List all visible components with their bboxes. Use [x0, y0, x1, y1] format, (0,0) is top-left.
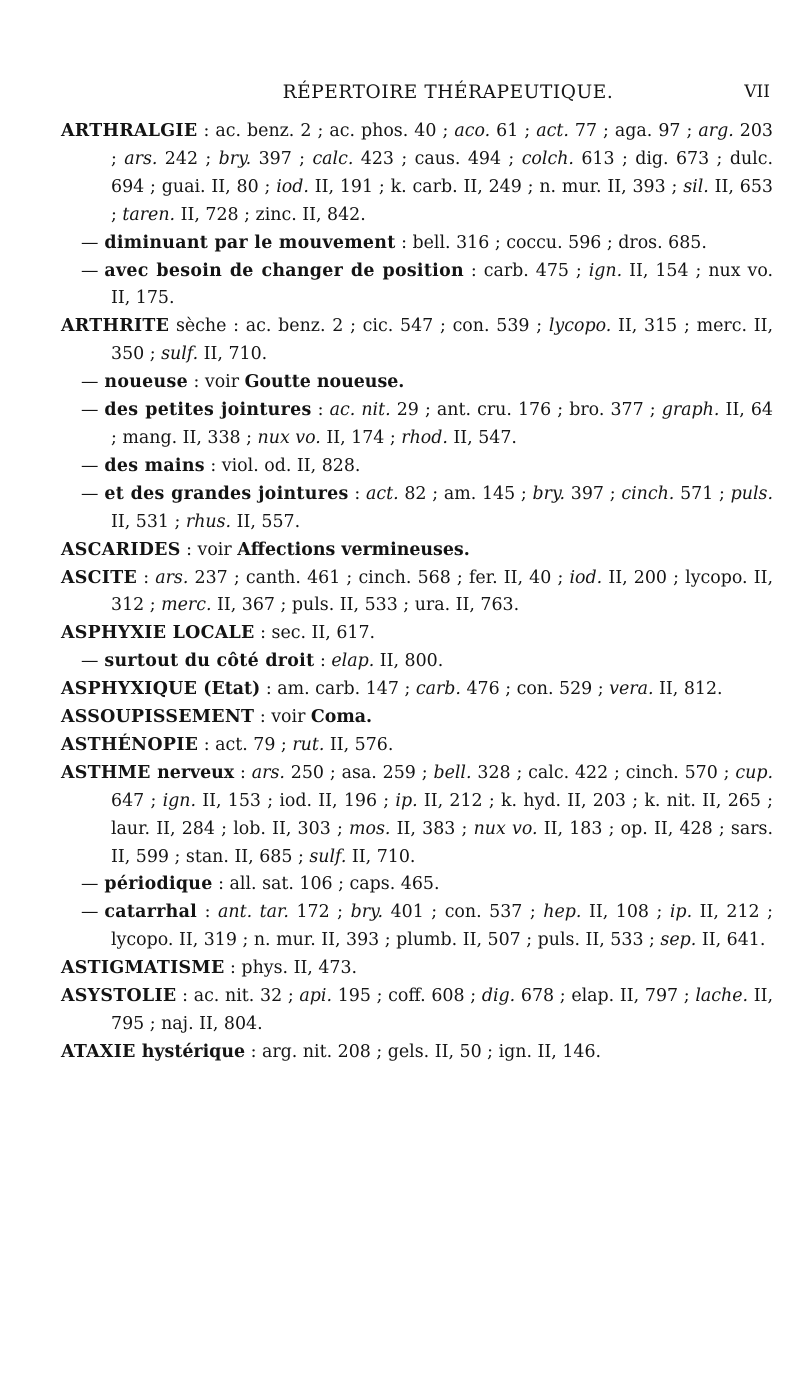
entry-heading: périodique [104, 874, 213, 895]
remedy-text: 250 ; asa. 259 ; [284, 762, 434, 783]
entry-remedies [198, 735, 393, 755]
index-entry [61, 704, 773, 732]
remedy-abbrev-italic: bry. [532, 483, 566, 504]
remedy-abbrev-italic: mos. [349, 818, 391, 839]
remedy-text: II, 547. [447, 427, 517, 448]
remedy-abbrev-italic: ign. [162, 790, 197, 811]
sub-entry [61, 453, 773, 481]
remedy-text: II, 795 ; naj. II, 804. [111, 986, 774, 1034]
entry-heading: ASPHYXIE LOCALE [61, 623, 255, 644]
sub-entry-dash: — [81, 651, 99, 672]
entry-remedies [181, 540, 470, 560]
sub-entry [61, 648, 773, 676]
remedy-text: : bell. 316 ; coccu. 596 ; dros. 685. [395, 232, 707, 253]
remedy-abbrev-italic: bell. [433, 762, 472, 783]
sub-entry-dash: — [81, 874, 99, 895]
remedy-abbrev-italic: calc. [312, 148, 354, 169]
entry-heading: ARTHRITE [61, 316, 170, 337]
remedy-text: : ac. benz. 2 ; ac. phos. 40 ; [197, 121, 455, 141]
remedy-abbrev-italic: hep. [543, 902, 582, 923]
entry-heading: ASPHYXIQUE [61, 679, 198, 700]
remedy-abbrev-italic: sulf. [161, 344, 199, 365]
cross-reference: Affections vermineuses. [237, 539, 470, 560]
entry-remedies [111, 316, 773, 364]
remedy-abbrev-italic: iod. [276, 176, 309, 197]
cross-reference: nerveux [150, 762, 235, 783]
index-entry [61, 565, 773, 621]
entry-remedies [111, 121, 773, 225]
remedy-text: : carb. 475 ; [463, 260, 589, 281]
sub-entry-dash: — [81, 483, 99, 504]
index-entry [61, 118, 773, 230]
entry-remedies [111, 986, 773, 1034]
sub-entry-dash: — [81, 260, 99, 281]
entry-heading: surtout du côté droit [104, 651, 315, 672]
remedy-abbrev-italic: dig. [481, 986, 516, 1007]
remedy-abbrev-italic: act. [536, 121, 569, 141]
remedy-text: 423 ; caus. 494 ; [353, 148, 522, 169]
remedy-abbrev-italic: merc. [161, 595, 212, 616]
remedy-text: : phys. II, 473. [224, 958, 358, 979]
remedy-text: II, 212 ; lycopo. II, 319 ; n. mur. II, 393 ; plumb. II, 507 ; puls. II, 533 ; [111, 902, 774, 951]
index-entry [61, 1039, 773, 1067]
sub-entry [61, 899, 773, 955]
index-entries [61, 118, 773, 1067]
remedy-text: 172 ; [288, 902, 351, 923]
remedy-text: : voir [180, 539, 238, 560]
remedy-text: : [348, 483, 366, 504]
remedy-text: II, 531 ; [111, 511, 186, 532]
remedy-text: : [311, 400, 330, 421]
entry-heading: ASSOUPISSEMENT [61, 707, 255, 728]
remedy-text: : viol. od. II, 828. [204, 455, 361, 476]
remedy-text: II, 154 ; nux vo. II, 175. [111, 260, 774, 309]
cross-reference: Coma. [310, 707, 373, 728]
remedy-text: 61 ; [490, 121, 537, 141]
entry-heading: ASTIGMATISME [61, 958, 225, 979]
remedy-abbrev-italic: sulf. [309, 846, 347, 867]
entry-heading: noueuse [104, 372, 188, 393]
remedy-text: 29 ; ant. cru. 176 ; bro. 377 ; [390, 400, 662, 421]
remedy-text: : ac. nit. 32 ; [176, 986, 300, 1007]
remedy-abbrev-italic: cup. [735, 762, 773, 783]
remedy-abbrev-italic: graph. [661, 400, 720, 421]
remedy-text: : act. 79 ; [198, 734, 293, 755]
remedy-text: II, 710. [198, 344, 268, 365]
entry-heading: et des grandes jointures [104, 483, 349, 504]
sub-entry [61, 481, 773, 537]
remedy-text: 401 ; con. 537 ; [383, 902, 544, 923]
sub-entry [61, 230, 773, 258]
index-entry [61, 732, 773, 760]
sub-entry-dash: — [81, 232, 99, 253]
entry-heading: ASTHÉNOPIE [61, 734, 199, 755]
running-title: RÉPERTOIRE THÉRAPEUTIQUE. [282, 82, 614, 103]
remedy-text: : [234, 762, 252, 783]
remedy-text: II, 183 ; op. II, 428 ; sars. II, 599 ; stan. II, 685 ; [111, 818, 773, 867]
remedy-abbrev-italic: vera. [609, 679, 654, 700]
index-entry [61, 955, 773, 983]
remedy-abbrev-italic: rut. [292, 734, 325, 755]
remedy-text: II, 153 ; iod. II, 196 ; [196, 790, 396, 811]
remedy-text: II, 200 ; lycopo. II, 312 ; [111, 567, 774, 616]
remedy-abbrev-italic: rhus. [185, 511, 232, 532]
entry-remedies [188, 372, 404, 392]
remedy-text: : voir [254, 707, 311, 728]
remedy-text: : sec. II, 617. [254, 623, 376, 644]
remedy-text: 647 ; [111, 790, 163, 811]
remedy-abbrev-italic: carb. [415, 679, 461, 700]
remedy-text: II, 174 ; [320, 427, 402, 448]
remedy-abbrev-italic: ant. tar. [218, 902, 289, 923]
entry-heading: catarrhal [104, 902, 198, 923]
remedy-text: : [197, 902, 219, 923]
entry-heading: diminuant par le mouvement [104, 232, 396, 253]
sub-entry [61, 369, 773, 397]
remedy-text: 237 ; canth. 461 ; cinch. 568 ; fer. II, 40 ; [188, 567, 570, 588]
remedy-text: 328 ; calc. 422 ; cinch. 570 ; [471, 762, 736, 783]
remedy-text: II, 800. [374, 651, 444, 672]
remedy-text: : am. carb. 147 ; [260, 679, 416, 700]
remedy-text: 195 ; coff. 608 ; [332, 986, 482, 1007]
remedy-text: 77 ; aga. 97 ; [568, 121, 699, 141]
remedy-abbrev-italic: bry. [350, 902, 384, 923]
remedy-text: sèche : ac. benz. 2 ; cic. 547 ; con. 539 ; [169, 316, 549, 337]
entry-remedies [111, 568, 773, 616]
entry-remedies [314, 651, 443, 671]
entry-heading: ASCITE [61, 567, 138, 588]
entry-remedies [205, 456, 361, 476]
entry-remedies [254, 707, 372, 727]
remedy-text: 397 ; [251, 148, 313, 169]
remedy-abbrev-italic: ac. nit. [329, 400, 391, 421]
remedy-abbrev-italic: sep. [660, 930, 697, 951]
remedy-abbrev-italic: sil. [683, 176, 709, 197]
entry-remedies [197, 679, 722, 699]
cross-reference: Goutte noueuse. [244, 372, 405, 393]
remedy-text: 613 ; dig. 673 ; dulc. 694 ; guai. II, 80 ; [111, 148, 773, 197]
entry-remedies [111, 902, 773, 950]
remedy-abbrev-italic: colch. [521, 148, 574, 169]
remedy-text: : [137, 567, 156, 588]
remedy-abbrev-italic: nux vo. [257, 427, 321, 448]
remedy-abbrev-italic: iod. [569, 567, 603, 588]
remedy-text: II, 812. [653, 679, 723, 700]
sub-entry-dash: — [81, 902, 99, 923]
remedy-abbrev-italic: api. [299, 986, 333, 1007]
entry-remedies [213, 874, 440, 894]
remedy-text: II, 653 ; [111, 176, 773, 225]
remedy-abbrev-italic: ign. [588, 260, 623, 281]
remedy-text: 571 ; [674, 483, 731, 504]
remedy-abbrev-italic: nux vo. [473, 818, 538, 839]
entry-heading: avec besoin de changer de position [104, 260, 464, 281]
entry-remedies [255, 623, 375, 643]
remedy-text: 82 ; am. 145 ; [398, 483, 533, 504]
remedy-text: 242 ; [157, 148, 219, 169]
remedy-abbrev-italic: aco. [454, 121, 491, 141]
remedy-abbrev-italic: arg. [698, 121, 734, 141]
entry-remedies [136, 1042, 601, 1062]
remedy-abbrev-italic: ars. [155, 567, 189, 588]
index-entry [61, 313, 773, 369]
remedy-text: : arg. nit. 208 ; gels. II, 50 ; ign. II, 146. [245, 1041, 602, 1062]
entry-heading: ARTHRALGIE [61, 121, 198, 141]
remedy-text: : [314, 651, 332, 672]
entry-heading: des mains [104, 455, 205, 476]
remedy-text: II, 108 ; [581, 902, 670, 923]
remedy-abbrev-italic: cinch. [621, 483, 675, 504]
remedy-abbrev-italic: puls. [730, 483, 774, 504]
remedy-text: : all. sat. 106 ; caps. 465. [212, 874, 440, 895]
remedy-abbrev-italic: lycopo. [548, 316, 612, 337]
remedy-abbrev-italic: act. [365, 483, 399, 504]
remedy-abbrev-italic: bry. [218, 148, 252, 169]
entry-remedies [111, 763, 773, 867]
entry-remedies [225, 958, 358, 978]
remedy-text: II, 191 ; k. carb. II, 249 ; n. mur. II, 393 ; [308, 176, 684, 197]
index-entry [61, 620, 773, 648]
remedy-text: 203 ; [111, 121, 773, 169]
cross-reference: hystérique [135, 1041, 246, 1062]
remedy-text: II, 383 ; [390, 818, 474, 839]
remedy-abbrev-italic: ip. [669, 902, 693, 923]
index-entry [61, 983, 773, 1039]
entry-remedies [396, 233, 707, 253]
page-number: VII [744, 82, 770, 102]
sub-entry-dash: — [81, 400, 99, 421]
sub-entry [61, 258, 773, 314]
remedy-abbrev-italic: ars. [251, 762, 285, 783]
index-entry [61, 537, 773, 565]
sub-entry-dash: — [81, 372, 99, 393]
remedy-text: II, 576. [324, 734, 394, 755]
index-entry [61, 676, 773, 704]
remedy-abbrev-italic: taren. [122, 204, 176, 225]
remedy-text: II, 728 ; zinc. II, 842. [175, 204, 366, 225]
sub-entry [61, 397, 773, 453]
remedy-text: 678 ; elap. II, 797 ; [515, 986, 696, 1007]
index-entry [61, 760, 773, 872]
remedy-text: 476 ; con. 529 ; [460, 679, 610, 700]
remedy-text: II, 710. [346, 846, 416, 867]
remedy-text: II, 212 ; k. hyd. II, 203 ; k. nit. II, 265 ; laur. II, 284 ; lob. II, 303 ; [111, 790, 774, 839]
entry-heading: ASTHME [61, 762, 151, 783]
page-header [126, 82, 770, 110]
remedy-text: : voir [187, 372, 245, 393]
remedy-abbrev-italic: rhod. [401, 427, 448, 448]
remedy-abbrev-italic: ip. [395, 790, 418, 811]
remedy-text: II, 641. [696, 930, 766, 951]
remedy-text: 397 ; [565, 483, 622, 504]
remedy-abbrev-italic: lache. [695, 986, 749, 1007]
entry-heading: des petites jointures [104, 400, 312, 421]
sub-entry-dash: — [81, 455, 99, 476]
remedy-text: II, 315 ; merc. II, 350 ; [111, 316, 773, 365]
remedy-text: II, 64 ; mang. II, 338 ; [111, 400, 773, 448]
sub-entry [61, 871, 773, 899]
remedy-text: II, 557. [231, 511, 301, 532]
entry-heading: ASCARIDES [61, 539, 181, 560]
cross-reference: (Etat) [197, 679, 261, 700]
remedy-text: II, 367 ; puls. II, 533 ; ura. II, 763. [211, 595, 520, 616]
remedy-abbrev-italic: ars. [124, 148, 158, 169]
entry-heading: ATAXIE [61, 1041, 136, 1062]
remedy-abbrev-italic: elap. [331, 651, 375, 672]
entry-heading: ASYSTOLIE [61, 986, 177, 1007]
